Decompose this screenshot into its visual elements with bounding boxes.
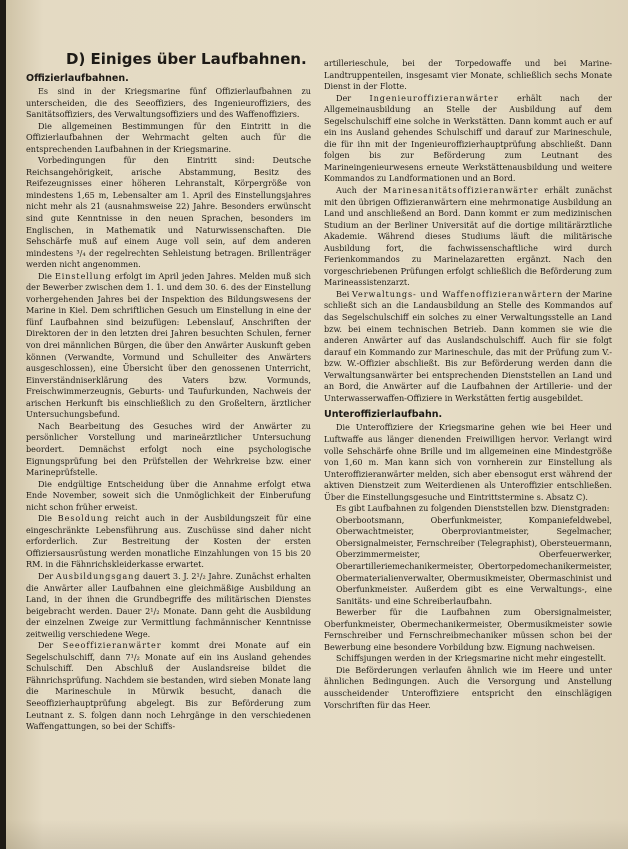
paragraph xyxy=(324,515,612,607)
spaced-emphasis: Einstellung xyxy=(54,270,112,281)
paragraph xyxy=(26,121,311,156)
text-run: Die Unteroffiziere der Kriegsmarine gehen wie bei Heer und Luftwaffe aus länger dienenden Freiwilligen hervor. Verlangt wird volle Sehschärfe ohne Brille und im allgemeinen eine Mindestgröße von 1,60 m. Man kann sich von vornherein zur Einstellung als Unteroffizieranwärter melden, sich aber ebensogut erst während der aktiven Dienstzeit zum Weiterdienen als Unteroffizier entschließen. Über die Einstellungsgesuche und Eintrittstermine s. Absatz C). xyxy=(324,422,612,502)
text-run: erhält zunächst mit den übrigen Offizieranwärtern eine mehrmonatige Ausbildung an Land und anschließend an Bord. Dann kommt er zum medizinischen Studium an der Berliner Universität auf die dortige militärärztliche Akademie. Während dieses Studiums läuft die militärische Ausbildung fort, die fachwissenschaftliche wird durch Ferienkommandos zu Marinelazaretten ergänzt. Nach den vorgeschriebenen Prüfungen erfolgt schließlich die Beförderung zum Marineassistenzarzt. xyxy=(324,185,612,288)
text-run: Bewerber für die Laufbahnen zum Obersignalmeister, Oberfunkmeister, Obermechanikermeister, Obermusikmeister sowie Fernschreiber und Fernschreibmechaniker müssen schon bei der Bewerbung eine besondere Vorbildung bzw. Eignung nachweisen. xyxy=(324,607,612,652)
paragraph xyxy=(26,271,311,421)
left-column xyxy=(26,50,311,733)
paragraph xyxy=(26,421,311,479)
text-run: Der xyxy=(38,570,56,581)
text-run: Der xyxy=(38,640,63,651)
text-run: kommt drei Monate auf ein Segelschulschiff, dann 7¹/₂ Monate auf ein ins Ausland gehendes Schulschiff. Den Abschluß der Auslandsreise bildet die Fähnrichsprüfung. Nachdem sie bestanden, wird sieben Monate lang die Marineschule in Mürwik besucht, danach die Seeoffizierhauptprüfung abgelegt. Bis zur Beförderung zum Leutnant z. S. folgen dann noch Lehrgänge in den verschiedenen Waffengattungen, so bei der Schiffs- xyxy=(26,640,311,732)
text-run: Auch der xyxy=(336,185,384,196)
text-run: der Marine schließt sich an die Landausbildung an Stelle des Kommandos auf das Segelschulschiff ein solches zu einer Verwaltungsstelle an Land bzw. bei einem technischen Betrieb. Dann kommen sie wie die anderen Anwärter auf das Auslandschulschiff. Auch für sie folgt darauf ein Kommando zur Marineschule, das mit der Prüfung zum V.- bzw. W.-Offizier abschließt. Bis zur Beförderung werden dann die Verwaltungsanwärter bei entsprechenden Dienststellen an Land und an Bord, die Anwärter auf die Laufbahnen der Artillerie- und der Unterwasserwaffen-Offiziere in Werkstätten fertig ausgebildet. xyxy=(324,288,612,403)
text-run: Vorbedingungen für den Eintritt sind: Deutsche Reichsangehörigkeit, arische Abstammung, Besitz des Reifezeugnisses einer höheren Lehranstalt, Körpergröße von mindestens 1,65 m, Lebensalter am 1. April des Einstellungsjahres nicht mehr als 21 (ausnahmsweise 22) Jahre. Besonders erwünscht sind gute Kenntnisse in den neuen Sprachen, besonders im Englischen, in Mathematik und Naturwissenschaften. Die Sehschärfe muß auf einem Auge voll sein, auf dem anderen mindestens ³/₄ der regelrechten Sehleistung betragen. Brillenträger werden nicht angenommen. xyxy=(26,155,311,270)
text-run: Es sind in der Kriegsmarine fünf Offizierlaufbahnen zu unterscheiden, die des Seeoffiziers, des Ingenieuroffiziers, des Sanitätsoffiziers, des Verwaltungsoffiziers und des Waffenoffiziers. xyxy=(26,86,311,120)
spaced-emphasis: Seeoffizieranwärter xyxy=(62,640,162,651)
paragraph xyxy=(26,479,311,514)
text-run: Die xyxy=(38,513,58,524)
spaced-emphasis: Ausbildungsgang xyxy=(55,570,141,581)
paragraph xyxy=(324,93,612,185)
text-run: Die endgültige Entscheidung über die Annahme erfolgt etwa Ende November, soweit sich die Unmöglichkeit der Einberufung nicht schon früher erweist. xyxy=(26,478,311,512)
text-run: reicht auch in der Ausbildungszeit für eine eingeschränkte Lebensführung aus. Zuschüsse sind daher nicht erforderlich. Zur Bestreitung der Kosten der ersten Offiziersausrüstung werden monatliche Einzahlungen von 15 bis 20 RM. in die Fähnrichskleiderkasse erwartet. xyxy=(26,513,311,570)
nco-career-heading: Unteroffizierlaufbahn. xyxy=(324,409,443,421)
document-page xyxy=(6,0,628,849)
text-run: Schiffsjungen werden in der Kriegsmarine nicht mehr eingestellt. xyxy=(336,653,607,664)
text-run: erhält nach der Allgemeinausbildung an Stelle der Ausbildung auf dem Segelschulschiff eine solche in Werkstätten. Dann kommt auch er auf ein ins Ausland gehendes Schulschiff und darauf zur Marineschule, die für ihn mit der Ingenieuroffizierhauptprüfung abschließt. Dann folgen bis zur Beförderung zum Leutnant des Marineingenieurwesens erneute Werkstättenausbildung und weitere Kommandos zu Landformationen und an Bord. xyxy=(324,92,612,184)
paragraph xyxy=(324,289,612,404)
spaced-emphasis: Verwaltungs- und Waffenoffizieranwärtern xyxy=(352,288,564,299)
paragraph xyxy=(26,155,311,270)
text-run: Der xyxy=(336,92,370,103)
paragraph xyxy=(324,58,612,93)
text-run: Die xyxy=(38,270,55,281)
page-bottom-shadow xyxy=(6,819,628,849)
text-run: Die allgemeinen Bestimmungen für den Eintritt in die Offizierlaufbahnen der Wehrmacht gelten auch für die entsprechenden Laufbahnen in der Kriegsmarine. xyxy=(26,120,311,154)
paragraph xyxy=(324,665,612,711)
right-text-bottom xyxy=(324,422,612,711)
text-run: Es gibt Laufbahnen zu folgenden Dienststellen bzw. Dienstgraden: xyxy=(336,503,610,514)
section-title: D) Einiges über Laufbahnen. xyxy=(66,50,307,68)
text-run: Bei xyxy=(336,288,353,299)
right-text-top xyxy=(324,58,612,404)
right-column xyxy=(324,58,612,711)
text-run: Die Beförderungen verlaufen ähnlich wie im Heere und unter ähnlichen Bedingungen. Auch die Versorgung und Anstellung ausscheidender Unteroffiziere entspricht den einschlägigen Vorschriften für das Heer. xyxy=(324,664,612,710)
paragraph xyxy=(26,640,311,732)
spaced-emphasis: Besoldung xyxy=(57,513,110,524)
paragraph xyxy=(324,185,612,289)
paragraph xyxy=(26,513,311,571)
paragraph xyxy=(324,503,612,515)
paragraph xyxy=(324,422,612,503)
officer-careers-heading: Offizierlaufbahnen. xyxy=(26,73,129,84)
paragraph xyxy=(26,86,311,121)
text-run: erfolgt im April jeden Jahres. Melden muß sich der Bewerber zwischen dem 1. 1. und dem 30. 6. des der Einstellung vorhergehenden Jahres bei der Inspektion des Bildungswesens der Marine in Kiel. Dem schriftlichen Gesuch um Einstellung in eine der fünf Laufbahnen sind beizufügen: Lebenslauf, Anschriften der Direktoren der in den letzten drei Jahren besuchten Schulen, ferner von drei männlichen Bürgen, die über den Anwärter Auskunft geben können (Verwandte, Vormund und Schulleiter des Anwärters ausgeschlossen), eine Übersicht über den genossenen Unterricht, Einverständniserklärung des Vaters bzw. Vormunds, Freischwimmerzeugnis, Geburts- und Taufurkunden, Nachweis der arischen Herkunft bis einschließlich zu den Großeltern, ärztlicher Untersuchungsbefund. xyxy=(26,270,311,420)
paragraph xyxy=(324,653,612,665)
paragraph xyxy=(324,607,612,653)
paragraph xyxy=(26,571,311,640)
text-run: Oberbootsmann, Oberfunkmeister, Kompaniefeldwebel, Oberwachtmeister, Oberproviantmeister, Segelmacher, Obersignalmeister, Fernschreiber (Telegraphist), Obersteuermann, Oberzimmermeister, Oberfeuerwerker, Oberartilleriemechanikermeister, Obertorpedomechanikermeister, Obermaterialienverwalter, Obermusikmeister, Obermaschinist und Oberfunkmeister. Außerdem gibt es eine Verwaltungs-, eine Sanitäts- und eine Schreiberlaufbahn. xyxy=(336,514,612,606)
spaced-emphasis: Ingenieuroffizieranwärter xyxy=(369,92,499,103)
text-run: Nach Bearbeitung des Gesuches wird der Anwärter zu persönlicher Vorstellung und marineärztlicher Untersuchung beordert. Demnächst erfolgt noch eine psychologische Eignungsprüfung bei den Prüfstellen der Wehrkreise bzw. einer Marineprüfstelle. xyxy=(26,420,311,478)
text-run: artillerieschule, bei der Torpedowaffe und bei Marine-Landtruppenteilen, insgesamt vier Monate, schließlich sechs Monate Dienst in der Flotte. xyxy=(324,58,612,92)
text-run: dauert 3. J. 2¹/₂ Jahre. Zunächst erhalten die Anwärter aller Laufbahnen eine gleichmäßige Ausbildung an Land, in der ihnen die Grundbegriffe des militärischen Dienstes beigebracht werden. Dauer 2¹/₂ Monate. Dann geht die Ausbildung der einzelnen Zweige zur Vermittlung fachmännischer Kenntnisse zeitweilig verschiedene Wege. xyxy=(26,570,311,639)
left-text xyxy=(26,86,311,733)
spaced-emphasis: Marinesanitätsoffizieranwärter xyxy=(383,185,539,196)
